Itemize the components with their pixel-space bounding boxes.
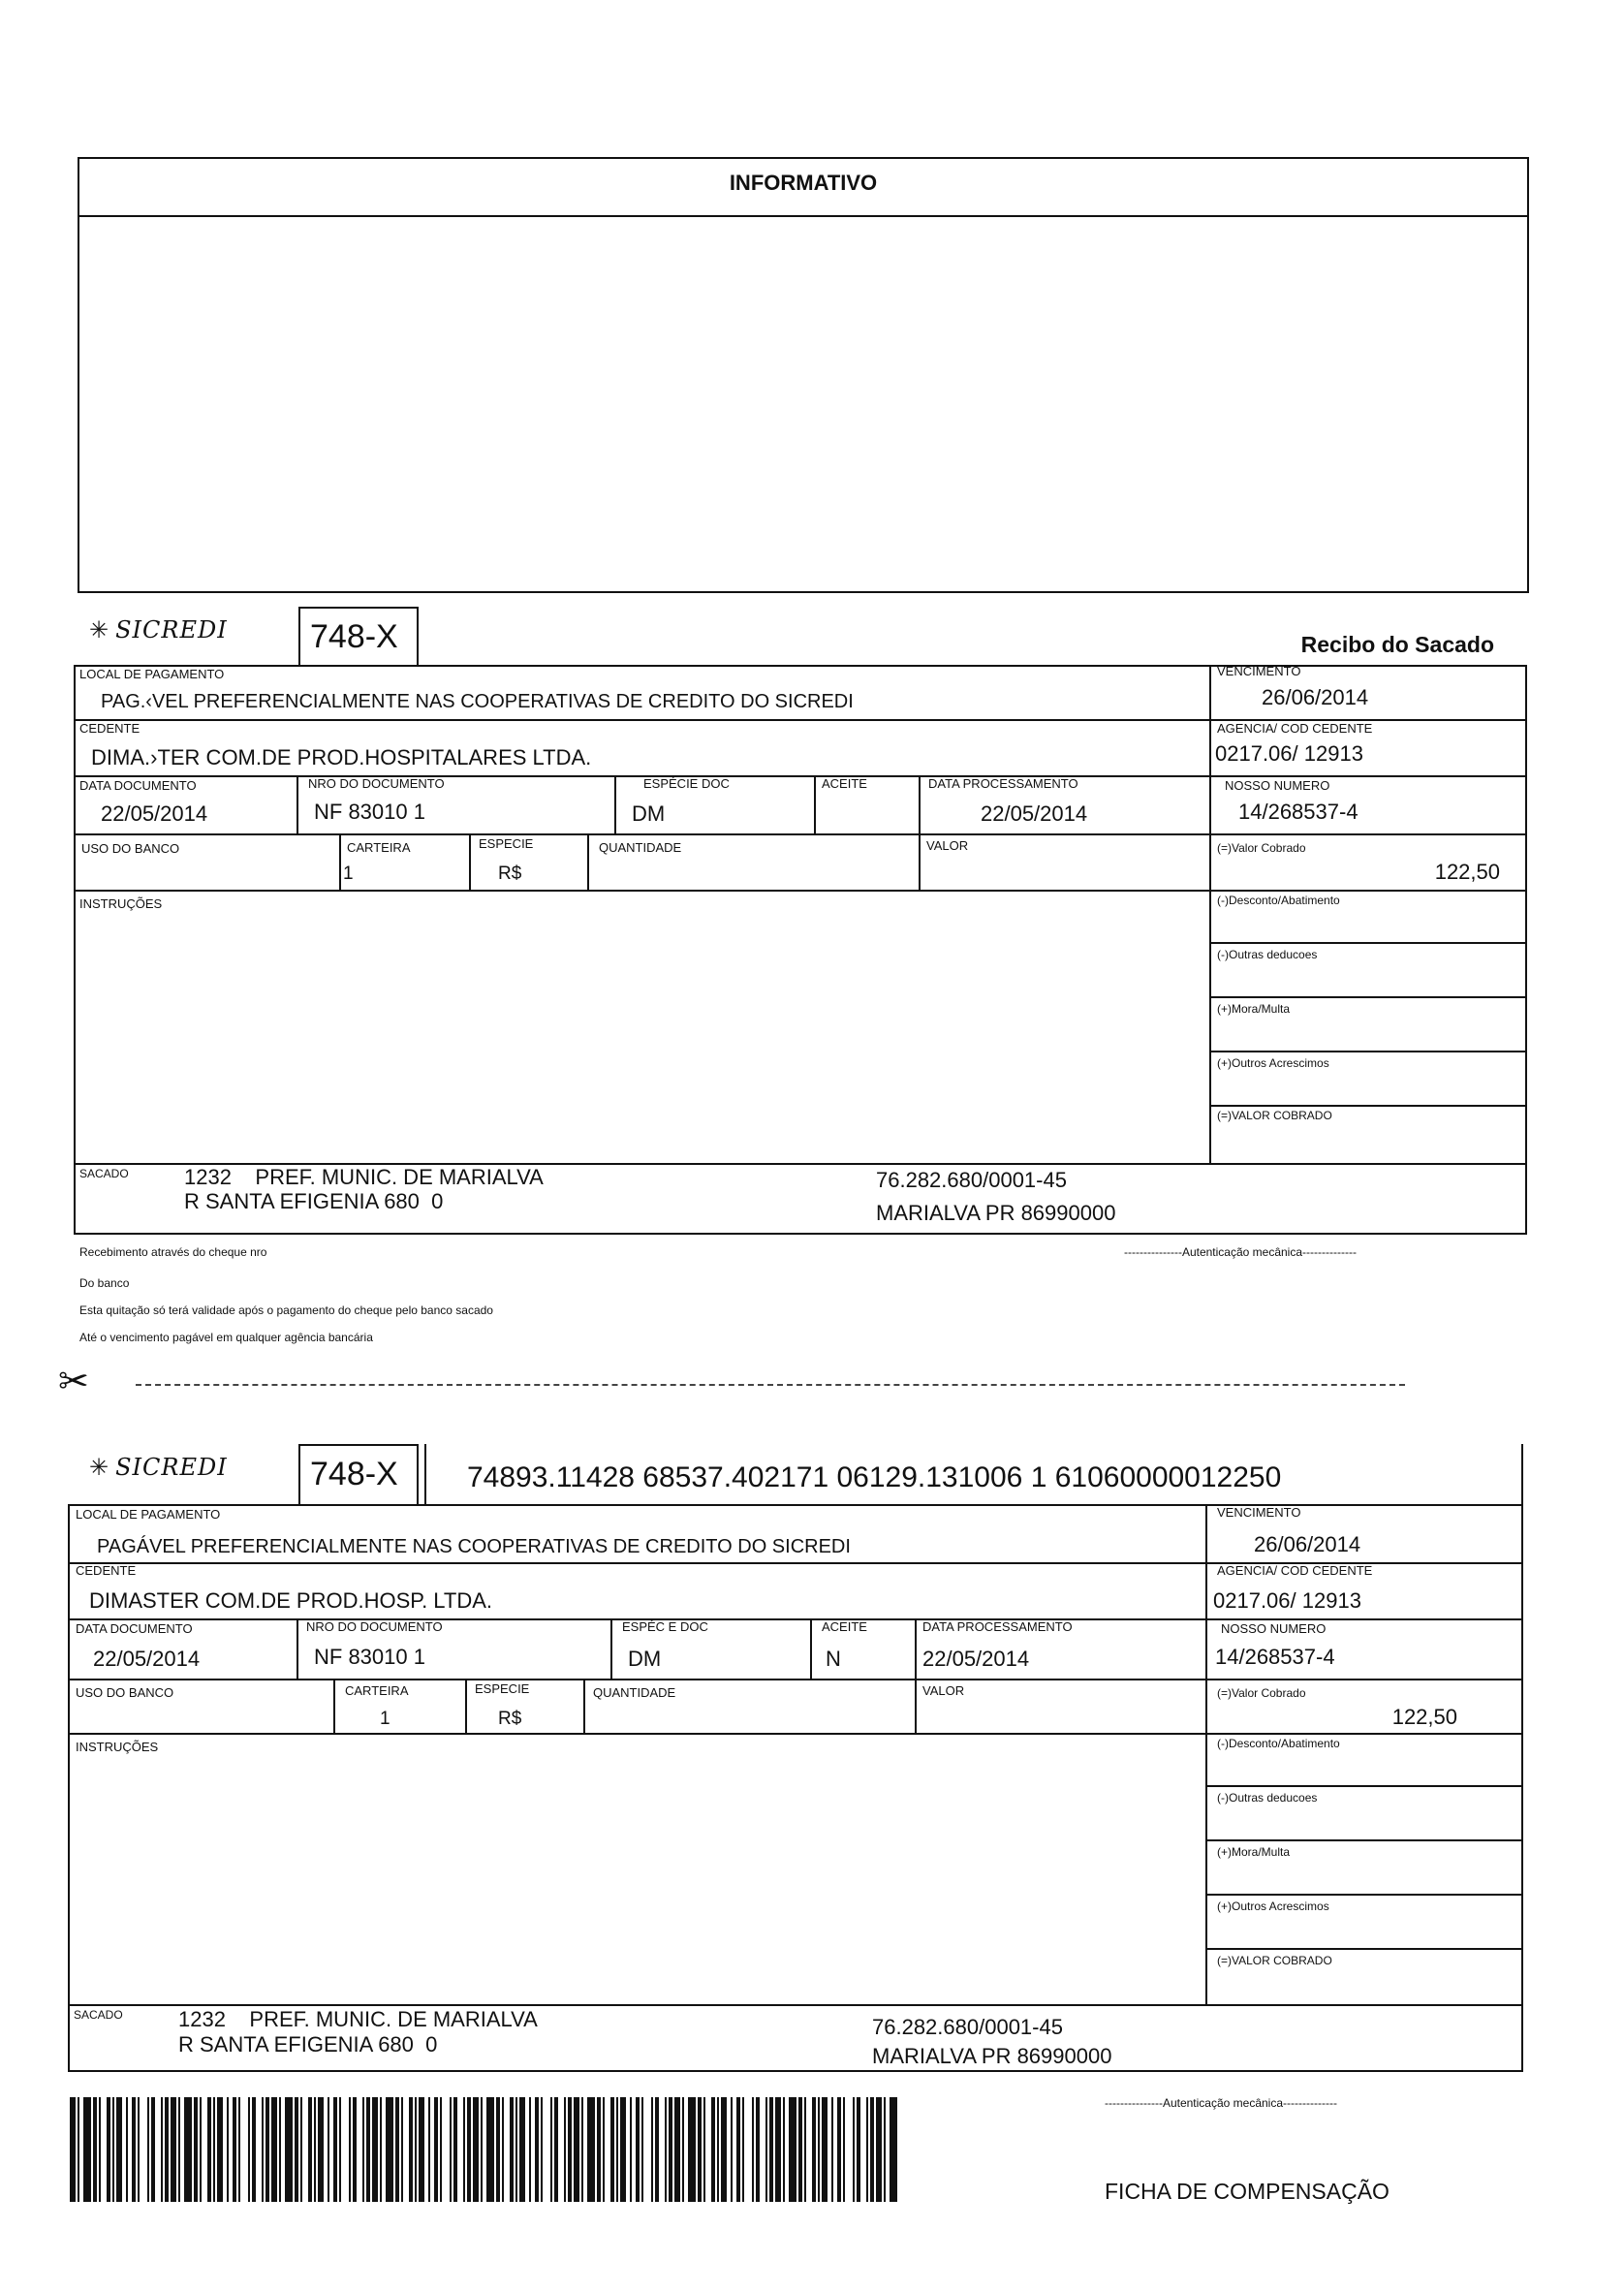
barcode-bar: [756, 2097, 760, 2202]
barcode-bar: [165, 2097, 169, 2202]
barcode-bar: [112, 2097, 114, 2202]
barcode-bar: [238, 2097, 240, 2202]
carteira: 1: [343, 863, 354, 884]
data-processamento-label: DATA PROCESSAMENTO: [928, 776, 1078, 791]
sacado-city: MARIALVA PR 86990000: [876, 1201, 1116, 1225]
barcode-bar: [535, 2097, 539, 2202]
sicredi-logo: ✳ SICREDI: [89, 616, 228, 644]
barcode-bar: [541, 2097, 543, 2202]
agencia-label: AGENCIA/ COD CEDENTE: [1217, 1563, 1373, 1578]
barcode-bar: [703, 2097, 705, 2202]
barcode-bar: [78, 2097, 79, 2202]
scissors-icon: ✂: [58, 1362, 89, 1402]
barcode-bar: [665, 2097, 667, 2202]
outros-acrescimos-label: (+)Outros Acrescimos: [1217, 1056, 1329, 1070]
barcode-bar: [564, 2097, 566, 2202]
agencia-label: AGENCIA/ COD CEDENTE: [1217, 721, 1373, 736]
cedente-label: CEDENTE: [79, 721, 141, 736]
barcode-bar: [554, 2097, 558, 2202]
barcode-bar: [812, 2097, 816, 2202]
barcode-bar: [473, 2097, 479, 2202]
barcode-bar: [271, 2097, 277, 2202]
valor-cobrado: 122,50: [1391, 1705, 1457, 1729]
barcode-bar: [574, 2097, 579, 2202]
barcode-bar: [440, 2097, 442, 2202]
mora-multa-label: (+)Mora/Multa: [1217, 1002, 1291, 1016]
barcode-bar: [581, 2097, 583, 2202]
valor-cobrado2-label: (=)VALOR COBRADO: [1217, 1954, 1332, 1967]
uso-banco-label: USO DO BANCO: [81, 841, 180, 856]
barcode-bar: [217, 2097, 223, 2202]
mora-multa-label: (+)Mora/Multa: [1217, 1845, 1291, 1859]
barcode-bar: [415, 2097, 417, 2202]
barcode-bar: [775, 2097, 781, 2202]
barcode-bar: [207, 2097, 211, 2202]
barcode-bar: [233, 2097, 236, 2202]
informativo-box: [78, 157, 1529, 593]
barcode-bar: [496, 2097, 500, 2202]
especie-doc-label: ESPÉCIE DOC: [643, 776, 730, 791]
barcode-bar: [248, 2097, 250, 2202]
sacado-label: SACADO: [74, 2008, 123, 2022]
barcode-bar: [107, 2097, 110, 2202]
note-cheque: Recebimento através do cheque nro: [79, 1245, 267, 1259]
sacado-cnpj: 76.282.680/0001-45: [872, 2015, 1063, 2039]
cut-line: [136, 1384, 1405, 1386]
sacado-line2: R SANTA EFIGENIA 680 0: [178, 2032, 438, 2057]
ficha-cell-line: [297, 1618, 298, 1679]
barcode-bar: [213, 2097, 215, 2202]
recibo-row-line: [74, 833, 1527, 835]
barcode-bar: [428, 2097, 430, 2202]
note-quitacao: Esta quitação só terá validade após o pagamento do cheque pelo banco sacado: [79, 1303, 493, 1317]
ficha-cell-line: [610, 1618, 612, 1679]
quantidade-label: QUANTIDADE: [599, 840, 682, 855]
barcode-bar: [380, 2097, 382, 2202]
barcode: [70, 2097, 899, 2202]
carteira-label: CARTEIRA: [345, 1683, 409, 1698]
agencia: 0217.06/ 12913: [1213, 1588, 1361, 1613]
note-banco: Do banco: [79, 1276, 130, 1290]
sacado-line2: R SANTA EFIGENIA 680 0: [184, 1189, 444, 1213]
recibo-row-line: [74, 775, 1527, 777]
barcode-bar: [866, 2097, 868, 2202]
recibo-right-column-line: [1209, 665, 1211, 1163]
barcode-bar: [362, 2097, 364, 2202]
informativo-title: INFORMATIVO: [729, 171, 878, 195]
barcode-bar: [884, 2097, 886, 2202]
barcode-bar: [395, 2097, 399, 2202]
nro-documento-label: NRO DO DOCUMENTO: [306, 1619, 443, 1634]
ficha-row-line: [1205, 1839, 1523, 1841]
valor-cobrado2-label: (=)VALOR COBRADO: [1217, 1109, 1332, 1122]
desconto-label: (-)Desconto/Abatimento: [1217, 894, 1340, 907]
barcode-bar: [318, 2097, 324, 2202]
valor-label: VALOR: [926, 838, 969, 853]
barcode-bar: [798, 2097, 802, 2202]
ficha-row-line: [1205, 1894, 1523, 1896]
barcode-bar: [587, 2097, 595, 2202]
informativo-divider: [78, 215, 1529, 217]
ficha-row-line: [68, 2004, 1523, 2006]
barcode-bar: [529, 2097, 531, 2202]
desconto-label: (-)Desconto/Abatimento: [1217, 1737, 1340, 1750]
linha-digitavel: 74893.11428 68537.402171 06129.131006 1 61060000012250: [467, 1461, 1282, 1493]
especie-label: ESPECIE: [475, 1681, 530, 1696]
carteira: 1: [380, 1709, 390, 1729]
barcode-bar: [262, 2097, 264, 2202]
barcode-bar: [742, 2097, 744, 2202]
barcode-bar: [837, 2097, 841, 2202]
uso-banco-label: USO DO BANCO: [76, 1685, 174, 1700]
barcode-bar: [116, 2097, 122, 2202]
aceite-label: ACEITE: [822, 1619, 867, 1634]
barcode-bar: [610, 2097, 614, 2202]
data-processamento: 22/05/2014: [922, 1647, 1030, 1671]
barcode-bar: [93, 2097, 97, 2202]
barcode-bar: [300, 2097, 302, 2202]
ficha-title: FICHA DE COMPENSAÇÃO: [1105, 2179, 1390, 2204]
barcode-bar: [789, 2097, 796, 2202]
ficha-cell-line: [465, 1679, 467, 1733]
ficha-row-line: [1205, 1785, 1523, 1787]
sacado-line1: 1232 PREF. MUNIC. DE MARIALVA: [184, 1165, 544, 1189]
barcode-bar: [353, 2097, 357, 2202]
recibo-cell-line: [469, 833, 471, 890]
data-processamento: 22/05/2014: [981, 801, 1088, 826]
barcode-bar: [721, 2097, 727, 2202]
barcode-bar: [453, 2097, 457, 2202]
barcode-bar: [126, 2097, 128, 2202]
valor-cobrado-label: (=)Valor Cobrado: [1217, 1686, 1306, 1700]
data-documento: 22/05/2014: [93, 1647, 201, 1671]
nosso-numero: 14/268537-4: [1238, 800, 1359, 824]
especie: R$: [498, 1709, 522, 1729]
barcode-bar: [279, 2097, 281, 2202]
nosso-numero: 14/268537-4: [1215, 1645, 1335, 1669]
barcode-bar: [265, 2097, 269, 2202]
nosso-numero-label: NOSSO NUMERO: [1225, 778, 1330, 793]
bank-code-ficha: 748-X: [298, 1444, 419, 1504]
ficha-row-line: [68, 1679, 1523, 1680]
nosso-numero-label: NOSSO NUMERO: [1221, 1621, 1327, 1636]
vencimento-label: VENCIMENTO: [1217, 664, 1301, 678]
recibo-cell-line: [814, 775, 816, 833]
barcode-bar: [328, 2097, 329, 2202]
barcode-bar: [857, 2097, 860, 2202]
barcode-bar: [890, 2097, 897, 2202]
autenticacao-recibo: ---------------Autenticação mecânica--------------: [1124, 1245, 1357, 1259]
barcode-bar: [171, 2097, 176, 2202]
barcode-bar: [818, 2097, 820, 2202]
bank-code-separator: [424, 1444, 426, 1504]
local-pagamento: PAGÁVEL PREFERENCIALMENTE NAS COOPERATIVAS DE CREDITO DO SICREDI: [97, 1536, 851, 1557]
barcode-bar: [804, 2097, 806, 2202]
outras-deducoes-label: (-)Outras deducoes: [1217, 1791, 1318, 1805]
quantidade-label: QUANTIDADE: [593, 1685, 676, 1700]
barcode-bar: [630, 2097, 632, 2202]
barcode-bar: [674, 2097, 680, 2202]
ficha-row-line: [68, 1733, 1523, 1735]
bank-code-recibo: 748-X: [298, 607, 419, 665]
barcode-bar: [339, 2097, 341, 2202]
recibo-cell-line: [339, 833, 341, 890]
barcode-bar: [99, 2097, 101, 2202]
barcode-bar: [603, 2097, 605, 2202]
barcode-bar: [853, 2097, 855, 2202]
barcode-bar: [308, 2097, 312, 2202]
barcode-bar: [366, 2097, 370, 2202]
nro-documento: NF 83010 1: [314, 1645, 425, 1669]
ficha-cell-line: [915, 1618, 917, 1733]
recibo-heading: Recibo do Sacado: [1300, 632, 1494, 657]
local-pagamento-label: LOCAL DE PAGAMENTO: [76, 1507, 221, 1522]
barcode-bar: [688, 2097, 696, 2202]
barcode-bar: [550, 2097, 552, 2202]
barcode-bar: [597, 2097, 601, 2202]
local-pagamento-label: LOCAL DE PAGAMENTO: [79, 667, 225, 681]
barcode-bar: [731, 2097, 733, 2202]
barcode-bar: [481, 2097, 483, 2202]
note-vencimento: Até o vencimento pagável em qualquer agência bancária: [79, 1331, 373, 1344]
barcode-bar: [138, 2097, 140, 2202]
especie-label: ESPECIE: [479, 836, 534, 851]
barcode-bar: [151, 2097, 155, 2202]
recibo-cell-line: [297, 775, 298, 833]
barcode-bar: [669, 2097, 672, 2202]
data-documento-label: DATA DOCUMENTO: [79, 778, 197, 793]
data-documento: 22/05/2014: [101, 801, 208, 826]
recibo-row-line: [1209, 942, 1527, 944]
vencimento: 26/06/2014: [1262, 685, 1369, 709]
outros-acrescimos-label: (+)Outros Acrescimos: [1217, 1900, 1329, 1913]
barcode-bar: [620, 2097, 626, 2202]
recibo-row-line: [74, 890, 1527, 892]
barcode-bar: [285, 2097, 293, 2202]
barcode-bar: [636, 2097, 640, 2202]
barcode-bar: [736, 2097, 740, 2202]
barcode-bar: [831, 2097, 833, 2202]
ficha-right-column-line: [1205, 1504, 1207, 2004]
barcode-bar: [876, 2097, 882, 2202]
barcode-bar: [349, 2097, 351, 2202]
barcode-bar: [401, 2097, 403, 2202]
barcode-bar: [641, 2097, 643, 2202]
data-processamento-label: DATA PROCESSAMENTO: [922, 1619, 1073, 1634]
barcode-bar: [132, 2097, 136, 2202]
sacado-city: MARIALVA PR 86990000: [872, 2044, 1112, 2068]
barcode-bar: [252, 2097, 256, 2202]
carteira-label: CARTEIRA: [347, 840, 411, 855]
barcode-bar: [822, 2097, 828, 2202]
barcode-bar: [519, 2097, 525, 2202]
barcode-bar: [450, 2097, 452, 2202]
valor-cobrado: 122,50: [1434, 860, 1500, 884]
ficha-cell-line: [810, 1618, 812, 1679]
barcode-bar: [419, 2097, 424, 2202]
ficha-cell-line: [583, 1679, 585, 1733]
aceite-label: ACEITE: [822, 776, 867, 791]
barcode-bar: [765, 2097, 767, 2202]
barcode-bar: [467, 2097, 471, 2202]
barcode-bar: [161, 2097, 163, 2202]
especie-doc: DM: [628, 1647, 662, 1671]
barcode-bar: [783, 2097, 785, 2202]
especie-doc: DM: [632, 801, 666, 826]
data-documento-label: DATA DOCUMENTO: [76, 1621, 193, 1636]
ficha-row-line: [1205, 1948, 1523, 1950]
sacado-line1: 1232 PREF. MUNIC. DE MARIALVA: [178, 2007, 538, 2031]
barcode-bar: [711, 2097, 715, 2202]
instrucoes-label: INSTRUÇÕES: [76, 1740, 159, 1754]
barcode-bar: [409, 2097, 413, 2202]
recibo-cell-line: [587, 833, 589, 890]
barcode-bar: [616, 2097, 618, 2202]
barcode-bar: [717, 2097, 719, 2202]
barcode-bar: [502, 2097, 504, 2202]
barcode-bar: [372, 2097, 378, 2202]
barcode-bar: [870, 2097, 874, 2202]
sicredi-logo-ficha: ✳ SICREDI: [89, 1454, 228, 1481]
outras-deducoes-label: (-)Outras deducoes: [1217, 948, 1318, 961]
barcode-bar: [486, 2097, 494, 2202]
instrucoes-label: INSTRUÇÕES: [79, 896, 163, 911]
sicredi-star-icon: ✳: [89, 616, 110, 644]
especie-doc-label: ESPÉC E DOC: [622, 1619, 708, 1634]
barcode-bar: [434, 2097, 438, 2202]
barcode-bar: [70, 2097, 76, 2202]
recibo-row-line: [1209, 1051, 1527, 1052]
recibo-cell-line: [919, 775, 921, 890]
barcode-bar: [463, 2097, 465, 2202]
barcode-bar: [295, 2097, 298, 2202]
valor-cobrado-label: (=)Valor Cobrado: [1217, 841, 1306, 855]
ficha-cell-line: [333, 1679, 335, 1733]
agencia: 0217.06/ 12913: [1215, 741, 1363, 766]
valor-label: VALOR: [922, 1683, 965, 1698]
vencimento: 26/06/2014: [1254, 1532, 1361, 1556]
barcode-bar: [682, 2097, 684, 2202]
cedente: DIMA.›TER COM.DE PROD.HOSPITALARES LTDA.: [91, 745, 592, 769]
recibo-row-line: [1209, 996, 1527, 998]
barcode-bar: [194, 2097, 198, 2202]
nro-documento-label: NRO DO DOCUMENTO: [308, 776, 445, 791]
barcode-bar: [655, 2097, 659, 2202]
sacado-cnpj: 76.282.680/0001-45: [876, 1168, 1067, 1192]
cedente-label: CEDENTE: [76, 1563, 137, 1578]
recibo-row-line: [1209, 1105, 1527, 1107]
recibo-cell-line: [614, 775, 616, 833]
nro-documento: NF 83010 1: [314, 800, 425, 824]
barcode-bar: [200, 2097, 202, 2202]
barcode-bar: [752, 2097, 754, 2202]
sacado-label: SACADO: [79, 1167, 129, 1180]
especie: R$: [498, 863, 522, 884]
autenticacao-ficha: ---------------Autenticação mecânica--------------: [1105, 2096, 1337, 2110]
barcode-bar: [769, 2097, 773, 2202]
cedente: DIMASTER COM.DE PROD.HOSP. LTDA.: [89, 1588, 493, 1613]
linha-digitavel-right-edge: [1521, 1444, 1523, 1504]
barcode-bar: [314, 2097, 316, 2202]
barcode-bar: [568, 2097, 572, 2202]
ficha-row-line: [68, 1618, 1523, 1620]
barcode-bar: [178, 2097, 180, 2202]
barcode-bar: [184, 2097, 192, 2202]
local-pagamento: PAG.‹VEL PREFERENCIALMENTE NAS COOPERATIVAS DE CREDITO DO SICREDI: [101, 691, 854, 712]
barcode-bar: [651, 2097, 653, 2202]
barcode-bar: [698, 2097, 702, 2202]
barcode-bar: [843, 2097, 845, 2202]
barcode-bar: [227, 2097, 229, 2202]
barcode-bar: [83, 2097, 91, 2202]
barcode-bar: [333, 2097, 337, 2202]
sicredi-star-icon: ✳: [89, 1454, 110, 1481]
barcode-bar: [510, 2097, 514, 2202]
barcode-bar: [147, 2097, 149, 2202]
barcode-bar: [386, 2097, 393, 2202]
vencimento-label: VENCIMENTO: [1217, 1505, 1301, 1520]
barcode-bar: [515, 2097, 517, 2202]
aceite: N: [826, 1647, 841, 1671]
